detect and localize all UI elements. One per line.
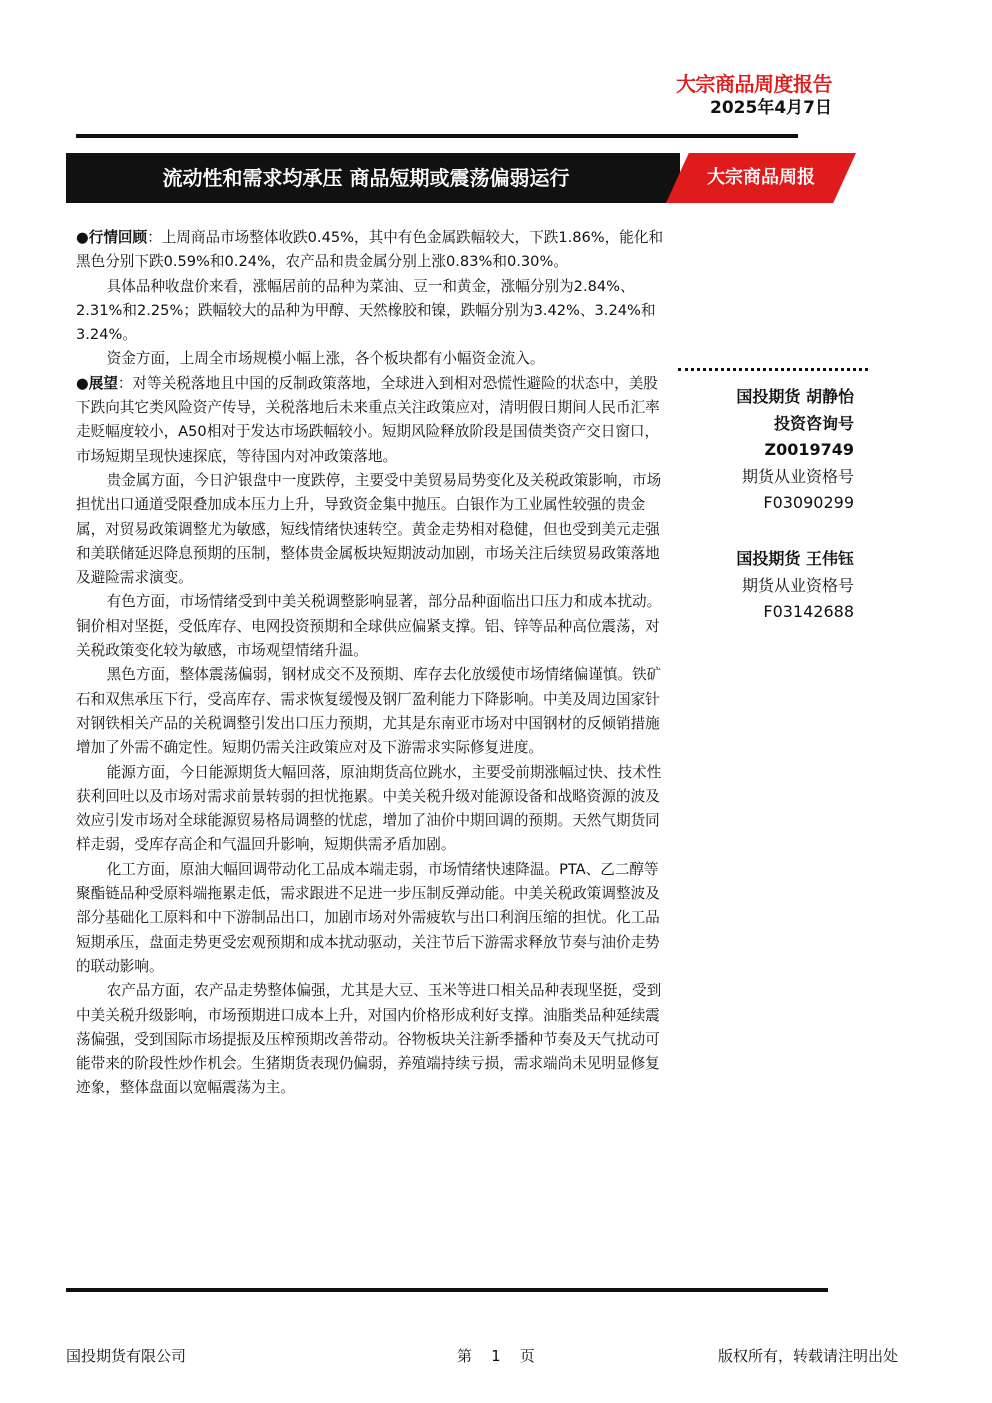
analyst-qualification-number: F03090299 [763,493,854,512]
analyst-card [736,546,854,626]
analyst-license-label: 投资咨询号 [773,413,854,433]
review-text: ：上周商品市场整体收跌0.45%，其中有色金属跌幅较大，下跌1.86%，能化和黑色分别下跌0.59%和0.24%，农产品和贵金属分别上涨0.83%和0.30%。 [76,229,664,271]
ferrous-paragraph: 黑色方面，整体震荡偏弱，钢材成交不及预期、库存去化放缓使市场情绪偏谨慎。铁矿石和双焦承压下行，受高库存、需求恢复缓慢及钢厂盈利能力下降影响。中美及周边国家针对钢铁相关产品的关税调整引发出口压力预期，尤其是东南亚市场对中国钢材的反倾销措施增加了外需不确定性。短期仍需关注政策应对及下游需求实际修复进度。 [76,666,662,757]
footer-company: 国投期货有限公司 [66,1347,187,1365]
footer-page-number: 第 1 页 [457,1347,535,1365]
outlook-text: ：对等关税落地且中国的反制政策落地，全球进入到相对恐慌性避险的状态中，美股下跌向其它类风险资产传导，关税落地后未来重点关注政策应对，清明假日期间人民币汇率走贬幅度较小，A50相对于发达市场跌幅较小。短期风险释放阶段是国债类资产交日窗口，市场短期呈现快速探底，等待国内对冲政策落地。 [76,374,660,465]
energy-paragraph: 能源方面，今日能源期货大幅回落，原油期货高位跳水，主要受前期涨幅过快、技术性获利回吐以及市场对需求前景转弱的担忧拖累。中美关税升级对能源设备和战略资源的波及效应引发市场对全球能源贸易格局调整的忧虑，增加了油价中期回调的预期。天然气期货同样走弱，受库存高企和气温回升影响，短期供需矛盾加剧。 [76,763,662,854]
bottom-divider [66,1288,828,1292]
outlook-paragraph [76,372,666,469]
review-detail-paragraph: 具体品种收盘价来看，涨幅居前的品种为菜油、豆一和黄金，涨幅分别为2.84%、2.31%和2.25%；跌幅较大的品种为甲醇、天然橡胶和镍，跌幅分别为3.42%、3.24%和3.24%。 [76,277,656,344]
analyst-card [736,384,854,517]
funds-paragraph: 资金方面，上周全市场规模小幅上涨，各个板块都有小幅资金流入。 [106,350,545,368]
chemicals-paragraph: 化工方面，原油大幅回调带动化工品成本端走弱，市场情绪快速降温。PTA、乙二醇等聚酯链品种受原料端拖累走低，需求跟进不足进一步压制反弹动能。中美关税政策调整波及部分基础化工原料和中下游制品出口，加剧市场对外需疲软与出口利润压缩的担忧。化工品短期承压，盘面走势更受宏观预期和成本扰动驱动，关注节后下游需求释放节奏与油价走势的联动影响。 [76,860,660,975]
agriculture-paragraph: 农产品方面，农产品走势整体偏强，尤其是大豆、玉米等进口相关品种表现坚挺，受到中美关税升级影响，市场预期进口成本上升，对国内价格形成利好支撑。油脂类品种延续震荡偏强，受到国际市场提振及压榨预期改善带动。谷物板块关注新季播种节奏及天气扰动可能带来的阶段性炒作机会。生猪期货表现仍偏弱，养殖端持续亏损，需求端尚未见明显修复迹象，整体盘面以宽幅震荡为主。 [76,982,662,1097]
outlook-label: ●展望 [76,374,118,392]
analyst-license-number: Z0019749 [764,440,854,459]
analyst-qualification-number: F03142688 [763,602,854,621]
analyst-name: 国投期货 王伟钰 [736,549,854,568]
nonferrous-paragraph: 有色方面，市场情绪受到中美关税调整影响显著，部分品种面临出口压力和成本扰动。铜价相对坚挺，受低库存、电网投资预期和全球供应偏紧支撑。铝、锌等品种高位震荡，对关税政策变化较为敏感，市场观望情绪升温。 [76,593,662,660]
analyst-qualification-label: 期货从业资格号 [741,575,854,595]
report-body [76,226,666,1101]
banner-tag: 大宗商品周报 [707,167,815,188]
review-paragraph [76,226,666,275]
report-date: 2025年4月7日 [710,98,832,118]
banner-title: 流动性和需求均承压 商品短期或震荡偏弱运行 [162,166,570,190]
report-title: 大宗商品周度报告 [676,72,832,96]
precious-metals-paragraph: 贵金属方面，今日沪银盘中一度跌停，主要受中美贸易局势变化及关税政策影响，市场担忧出口通道受限叠加成本压力上升，导致资金集中抛压。白银作为工业属性较强的贵金属，对贸易政策调整尤为敏感，短线情绪快速转空。黄金走势相对稳健，但也受到美元走强和美联储延迟降息预期的压制，整体贵金属板块短期波动加剧，市场关注后续贸易政策落地及避险需求演变。 [76,471,662,587]
review-label: ●行情回顾 [76,229,148,246]
footer-copyright: 版权所有，转载请注明出处 [718,1347,899,1365]
top-divider [76,134,798,138]
sidebar-dotted-divider [678,368,868,371]
analyst-name: 国投期货 胡静怡 [736,387,854,406]
analyst-qualification-label: 期货从业资格号 [741,466,854,486]
